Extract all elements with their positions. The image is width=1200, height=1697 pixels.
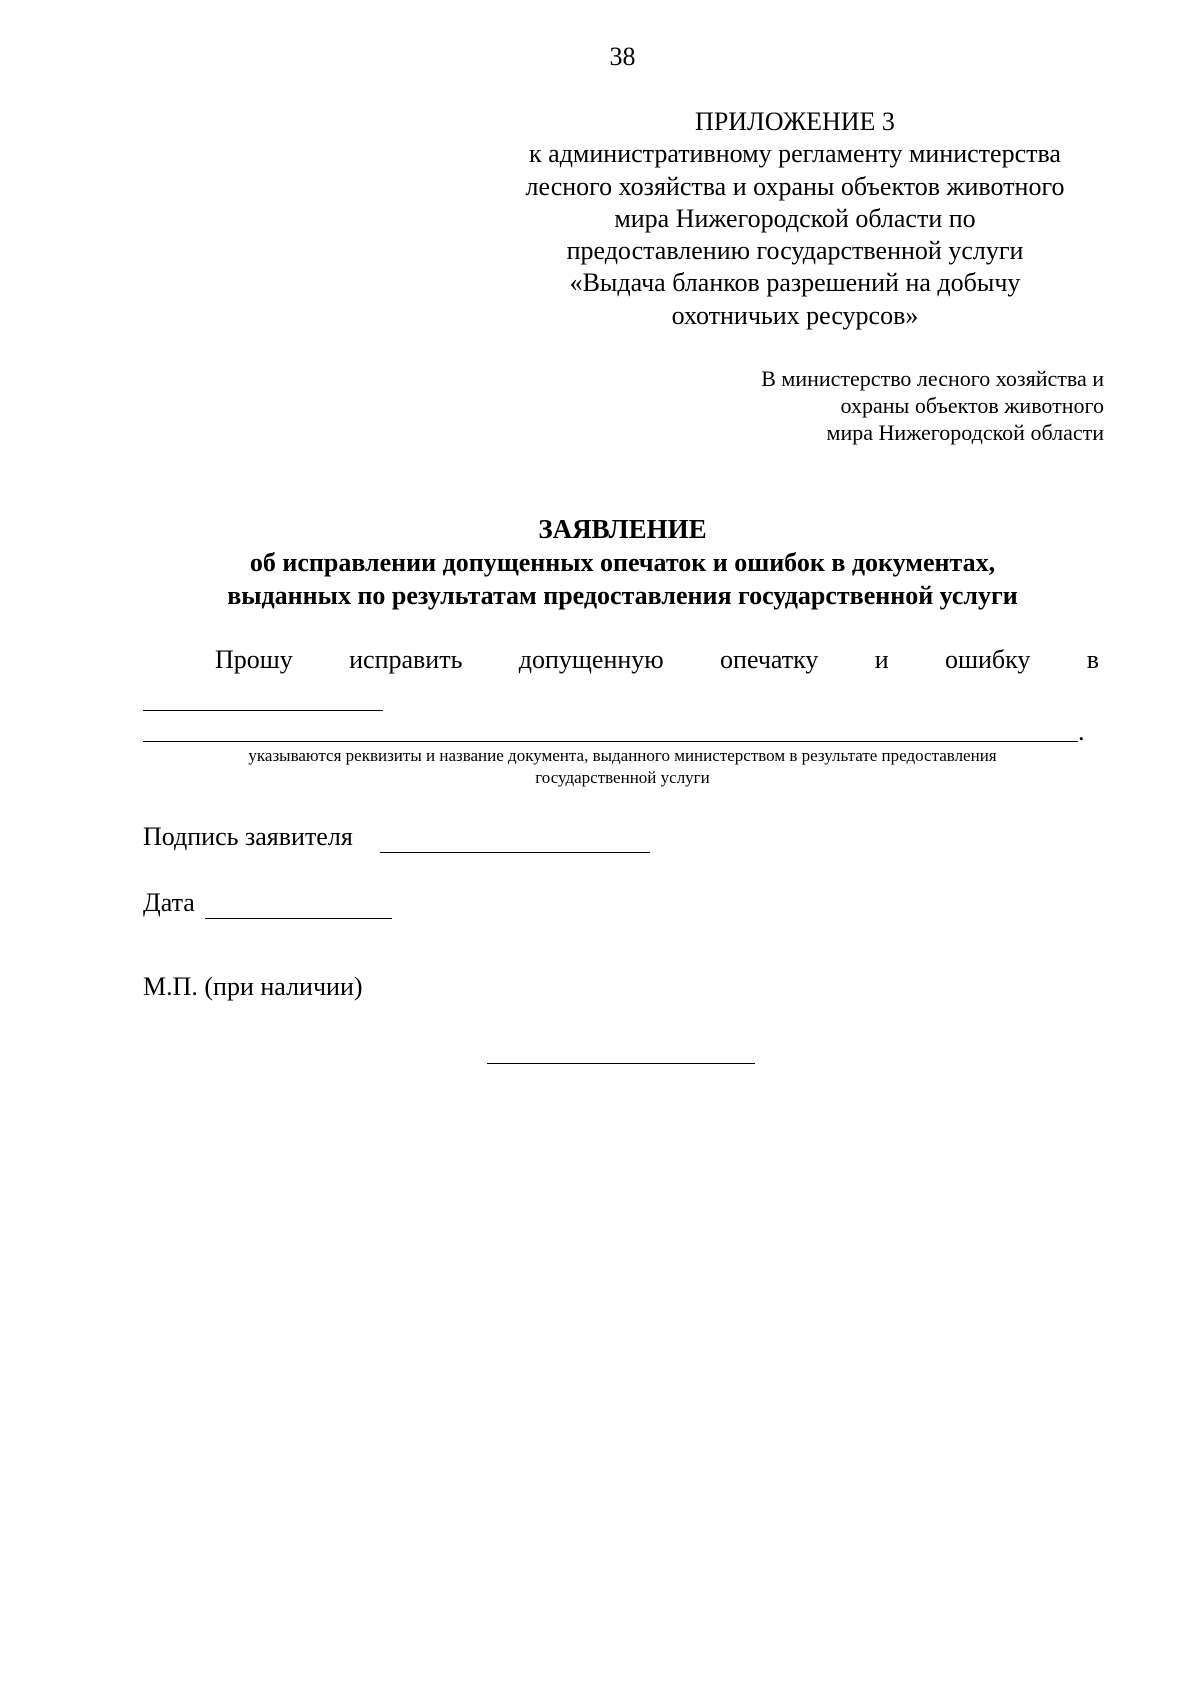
- request-word: в: [1086, 645, 1099, 674]
- addressee-line: мира Нижегородской области: [826, 420, 1104, 445]
- addressee-line: охраны объектов животного: [840, 393, 1104, 418]
- document-blank-line-long[interactable]: [143, 741, 1078, 742]
- seal-label: М.П. (при наличии): [143, 972, 363, 1001]
- request-word: исправить: [349, 645, 463, 674]
- request-end-period: .: [1078, 717, 1085, 746]
- hint-line: государственной услуги: [535, 768, 710, 787]
- appendix-line: предоставлению государственной услуги: [566, 236, 1024, 266]
- document-field-hint: [140, 745, 1105, 789]
- addressee-line: В министерство лесного хозяйства и: [761, 366, 1104, 391]
- appendix-line: лесного хозяйства и охраны объектов животного: [525, 171, 1065, 201]
- page-number: 38: [609, 42, 636, 71]
- appendix-heading: ПРИЛОЖЕНИЕ 3: [695, 107, 895, 136]
- request-word: ошибку: [944, 645, 1031, 674]
- signature-label: Подпись заявителя: [143, 822, 353, 851]
- document-title: ЗАЯВЛЕНИЕ: [538, 514, 707, 544]
- date-label: Дата: [143, 888, 195, 917]
- hint-line: указываются реквизиты и название документа, выданного министерством в результате предоставления: [248, 746, 997, 765]
- request-text: [215, 645, 1099, 675]
- document-blank-line-short[interactable]: [143, 710, 383, 711]
- signature-line[interactable]: [380, 852, 650, 853]
- appendix-line: мира Нижегородской области по: [614, 203, 976, 233]
- request-word: и: [874, 645, 889, 674]
- end-separator-line: [487, 1063, 755, 1064]
- addressee-block: [761, 365, 1104, 446]
- appendix-line: «Выдача бланков разрешений на добычу: [569, 268, 1021, 298]
- request-word: допущенную: [518, 645, 664, 674]
- date-line[interactable]: [205, 918, 392, 919]
- appendix-header: [495, 106, 1095, 332]
- request-word: Прошу: [215, 645, 293, 674]
- appendix-line: охотничьих ресурсов»: [671, 300, 919, 330]
- subtitle-line: об исправлении допущенных опечаток и ошибок в документах,: [249, 548, 996, 577]
- appendix-line: к административному регламенту министерства: [529, 139, 1061, 169]
- document-subtitle: [0, 547, 1200, 612]
- request-word: опечатку: [720, 645, 819, 674]
- subtitle-line: выданных по результатам предоставления государственной услуги: [227, 580, 1018, 610]
